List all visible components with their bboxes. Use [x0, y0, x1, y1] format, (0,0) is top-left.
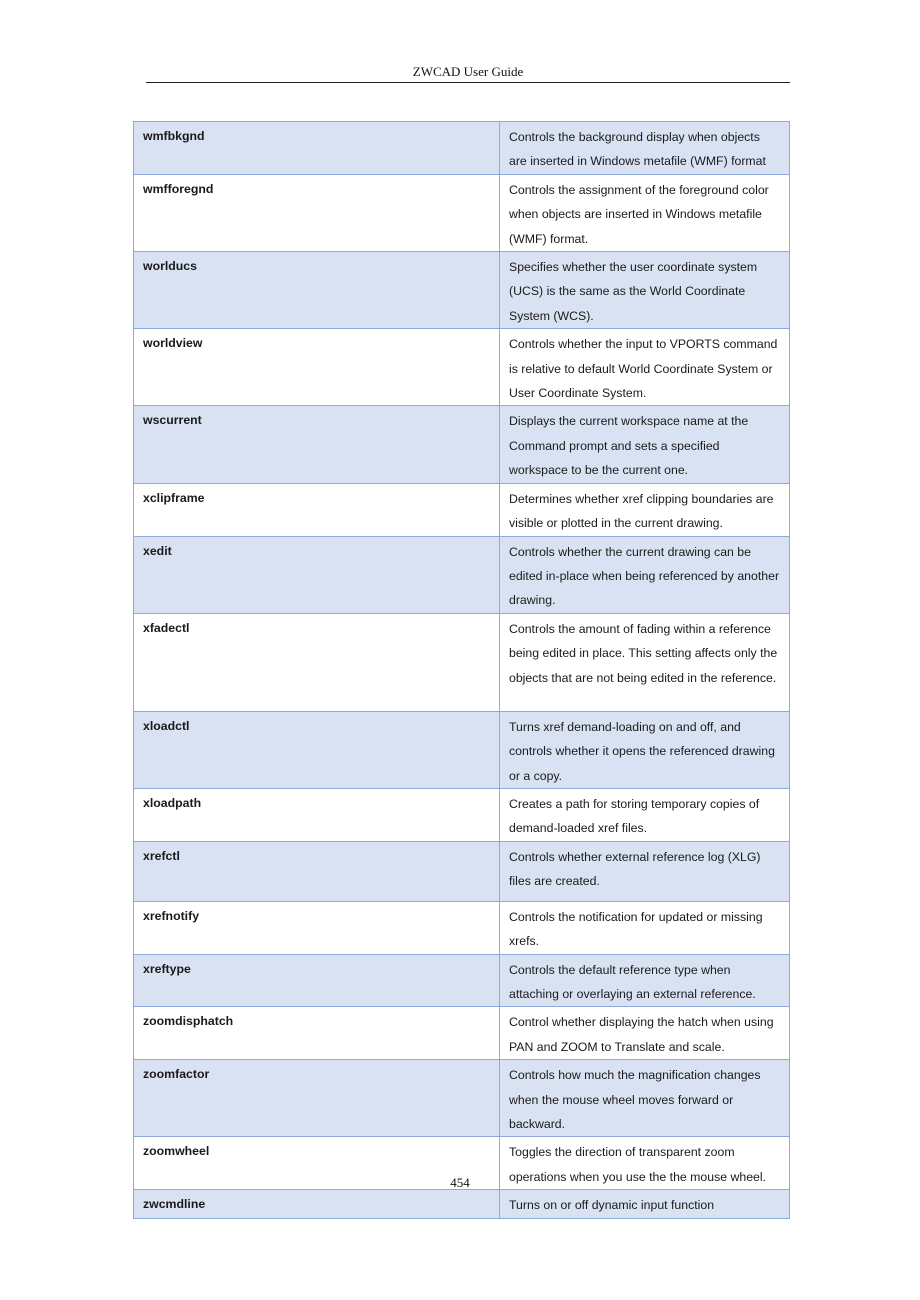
table-row — [134, 122, 790, 175]
variable-name: xclipframe — [134, 483, 500, 536]
variable-description: Displays the current workspace name at the Command prompt and sets a specified workspace to be the current one. — [500, 406, 790, 483]
variable-description: Determines whether xref clipping boundaries are visible or plotted in the current drawing. — [500, 483, 790, 536]
variable-description: Turns xref demand-loading on and off, and controls whether it opens the referenced drawing or a copy. — [500, 711, 790, 788]
variable-name: zwcmdline — [134, 1190, 500, 1218]
variable-name: wmfbkgnd — [134, 122, 500, 175]
variable-description: Toggles the direction of transparent zoom operations when you use the the mouse wheel. — [500, 1137, 790, 1190]
variable-description: Controls whether the current drawing can be edited in-place when being referenced by another drawing. — [500, 536, 790, 613]
table-row — [134, 536, 790, 613]
variable-name: xloadpath — [134, 788, 500, 841]
page-header-title: ZWCAD User Guide — [412, 64, 524, 79]
variable-description: Controls the background display when objects are inserted in Windows metafile (WMF) format — [500, 122, 790, 175]
table-row — [134, 252, 790, 329]
table-row — [134, 954, 790, 1007]
system-variables-table — [133, 121, 790, 1219]
variable-name: xrefnotify — [134, 901, 500, 954]
variable-name: zoomwheel — [134, 1137, 500, 1190]
variable-description: Controls the notification for updated or missing xrefs. — [500, 901, 790, 954]
variable-name: xloadctl — [134, 711, 500, 788]
variable-name: worldview — [134, 329, 500, 406]
table-row — [134, 483, 790, 536]
variable-description: Controls how much the magnification changes when the mouse wheel moves forward or backward. — [500, 1060, 790, 1137]
variable-name: wmfforegnd — [134, 174, 500, 251]
header-rule — [146, 82, 790, 83]
variable-description: Controls whether external reference log (XLG) files are created. — [500, 841, 790, 901]
table-row — [134, 1007, 790, 1060]
variable-name: xrefctl — [134, 841, 500, 901]
variable-description: Controls the amount of fading within a reference being edited in place. This setting affects only the objects that are not being edited in the reference. — [500, 613, 790, 711]
table-row — [134, 841, 790, 901]
table-row — [134, 174, 790, 251]
variable-name: xedit — [134, 536, 500, 613]
table-row — [134, 901, 790, 954]
variable-description: Control whether displaying the hatch when using PAN and ZOOM to Translate and scale. — [500, 1007, 790, 1060]
table-row — [134, 1060, 790, 1137]
variable-description: Controls the default reference type when attaching or overlaying an external reference. — [500, 954, 790, 1007]
table-row — [134, 788, 790, 841]
table-row — [134, 1190, 790, 1218]
variable-description: Controls whether the input to VPORTS command is relative to default World Coordinate System or User Coordinate System. — [500, 329, 790, 406]
page-number: 454 — [450, 1175, 470, 1190]
variable-name: xreftype — [134, 954, 500, 1007]
variable-name: worlducs — [134, 252, 500, 329]
variable-name: zoomfactor — [134, 1060, 500, 1137]
variable-description: Specifies whether the user coordinate system (UCS) is the same as the World Coordinate System (WCS). — [500, 252, 790, 329]
variable-name: xfadectl — [134, 613, 500, 711]
variable-name: wscurrent — [134, 406, 500, 483]
variable-description: Turns on or off dynamic input function — [500, 1190, 790, 1218]
table-row — [134, 613, 790, 711]
variable-name: zoomdisphatch — [134, 1007, 500, 1060]
table-row — [134, 329, 790, 406]
table-row — [134, 711, 790, 788]
table-row — [134, 406, 790, 483]
variable-description: Creates a path for storing temporary copies of demand-loaded xref files. — [500, 788, 790, 841]
variable-description: Controls the assignment of the foreground color when objects are inserted in Windows metafile (WMF) format. — [500, 174, 790, 251]
